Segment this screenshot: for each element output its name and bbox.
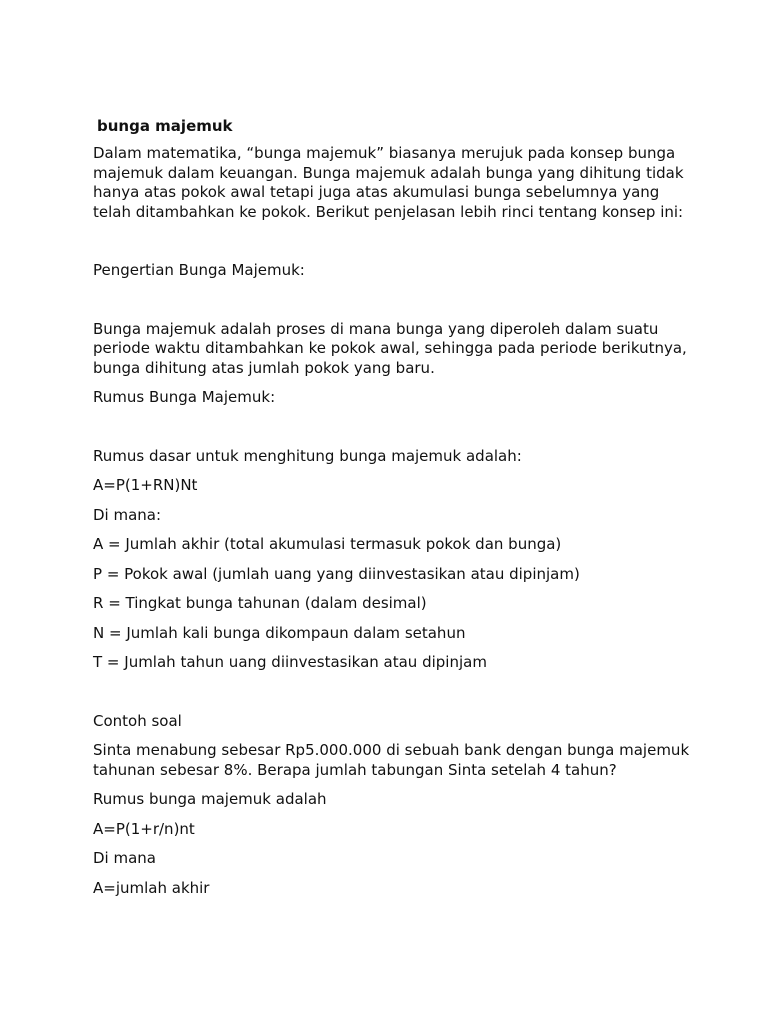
intro-paragraph: Dalam matematika, “bunga majemuk” biasanya merujuk pada konsep bunga majemuk dalam keuangan. Bunga majemuk adalah bunga yang dihitung tidak hanya atas pokok awal tetapi juga atas akumulasi bunga sebelumnya yang telah ditambahkan ke pokok. Berikut penjelasan lebih rinci tentang konsep ini:	[93, 144, 684, 221]
document-page	[93, 117, 693, 908]
spacer	[93, 418, 693, 447]
variable-n: N = Jumlah kali bunga dikompaun dalam setahun	[93, 623, 466, 642]
example-formula: A=P(1+r/n)nt	[93, 819, 195, 838]
section-heading-formula: Rumus Bunga Majemuk:	[93, 388, 276, 406]
example-formula-label: Rumus bunga majemuk adalah	[93, 790, 327, 808]
section-heading-example: Contoh soal	[93, 711, 182, 730]
definition-paragraph: Bunga majemuk adalah proses di mana bunga yang diperoleh dalam suatu periode waktu ditambahkan ke pokok awal, sehingga pada periode berikutnya, bunga dihitung atas jumlah pokok yang baru.	[93, 319, 687, 377]
formula: A=P(1+RN)Nt	[93, 476, 198, 494]
example-where-label: Di mana	[93, 849, 156, 867]
example-question: Sinta menabung sebesar Rp5.000.000 di sebuah bank dengan bunga majemuk tahunan sebesar 8%. Berapa jumlah tabungan Sinta setelah 4 tahun?	[93, 741, 690, 779]
spacer	[93, 291, 693, 320]
variable-p: P = Pokok awal (jumlah uang yang diinvestasikan atau dipinjam)	[93, 564, 580, 583]
spacer	[93, 232, 693, 261]
spacer	[93, 683, 693, 712]
where-label: Di mana:	[93, 505, 162, 524]
document-title: bunga majemuk	[97, 117, 233, 135]
formula-intro: Rumus dasar untuk menghitung bunga majemuk adalah:	[93, 446, 522, 465]
variable-t: T = Jumlah tahun uang diinvestasikan atau dipinjam	[93, 653, 487, 671]
variable-r: R = Tingkat bunga tahunan (dalam desimal)	[93, 594, 427, 612]
section-heading-definition: Pengertian Bunga Majemuk:	[93, 261, 305, 279]
variable-a: A = Jumlah akhir (total akumulasi termasuk pokok dan bunga)	[93, 535, 562, 553]
example-variable-a: A=jumlah akhir	[93, 878, 210, 897]
